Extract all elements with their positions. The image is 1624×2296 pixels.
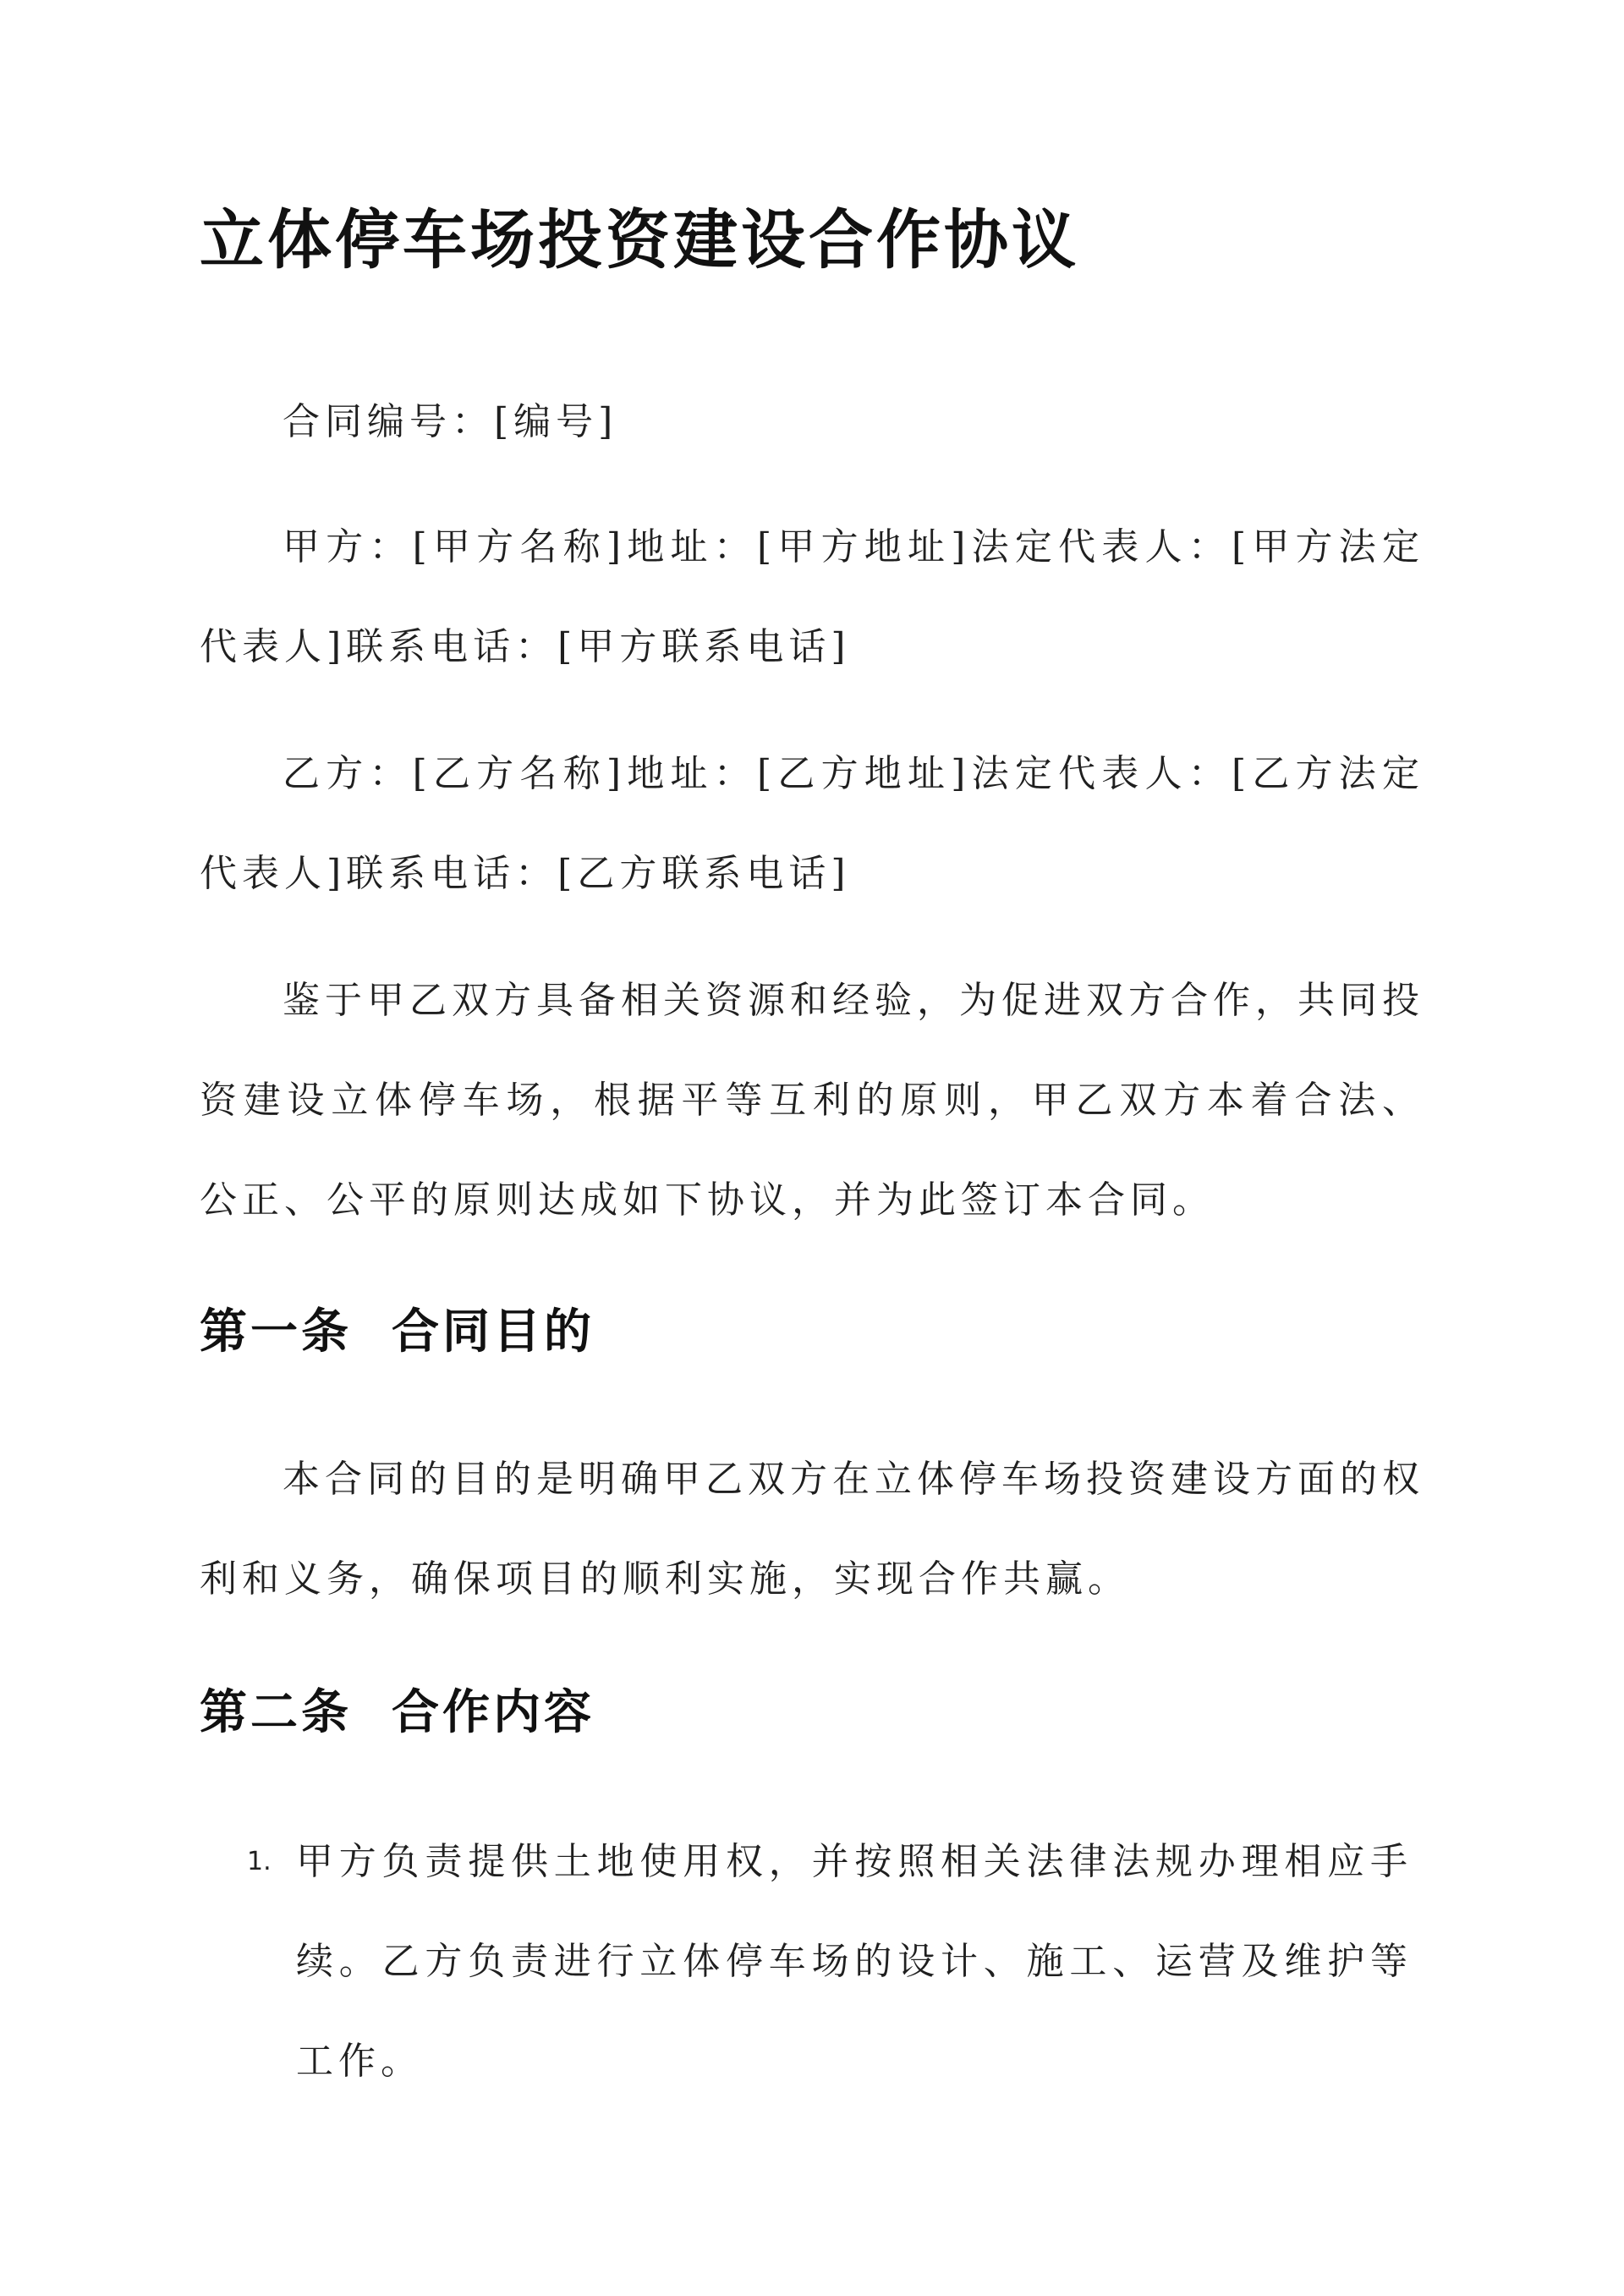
contract-number: 合同编号：[编号]	[283, 400, 618, 443]
party-a-info: 甲方：[甲方名称]地址：[甲方地址]法定代表人：[甲方法定代表人]联系电话：[甲方联系电话]	[200, 525, 1424, 668]
document-title: 立体停车场投资建设合作协议	[200, 202, 1079, 277]
article-1-body: 本合同的目的是明确甲乙双方在立体停车场投资建设方面的权利和义务，确保项目的顺利实施，实现合作共赢。	[200, 1458, 1424, 1601]
article-1-heading: 第一条 合同目的	[200, 1304, 595, 1359]
preamble-paragraph: 鉴于甲乙双方具备相关资源和经验，为促进双方合作，共同投资建设立体停车场，根据平等互利的原则，甲乙双方本着合法、公正、公平的原则达成如下协议，并为此签订本合同。	[200, 979, 1424, 1222]
list-item: 甲方负责提供土地使用权，并按照相关法律法规办理相应手续。乙方负责进行立体停车场的设计、施工、运营及维护等工作。	[296, 1840, 1413, 2083]
article-2-heading: 第二条 合作内容	[200, 1684, 595, 1740]
list-item-marker: 1.	[247, 1847, 272, 1876]
party-b-info: 乙方：[乙方名称]地址：[乙方地址]法定代表人：[乙方法定代表人]联系电话：[乙方联系电话]	[200, 752, 1424, 895]
